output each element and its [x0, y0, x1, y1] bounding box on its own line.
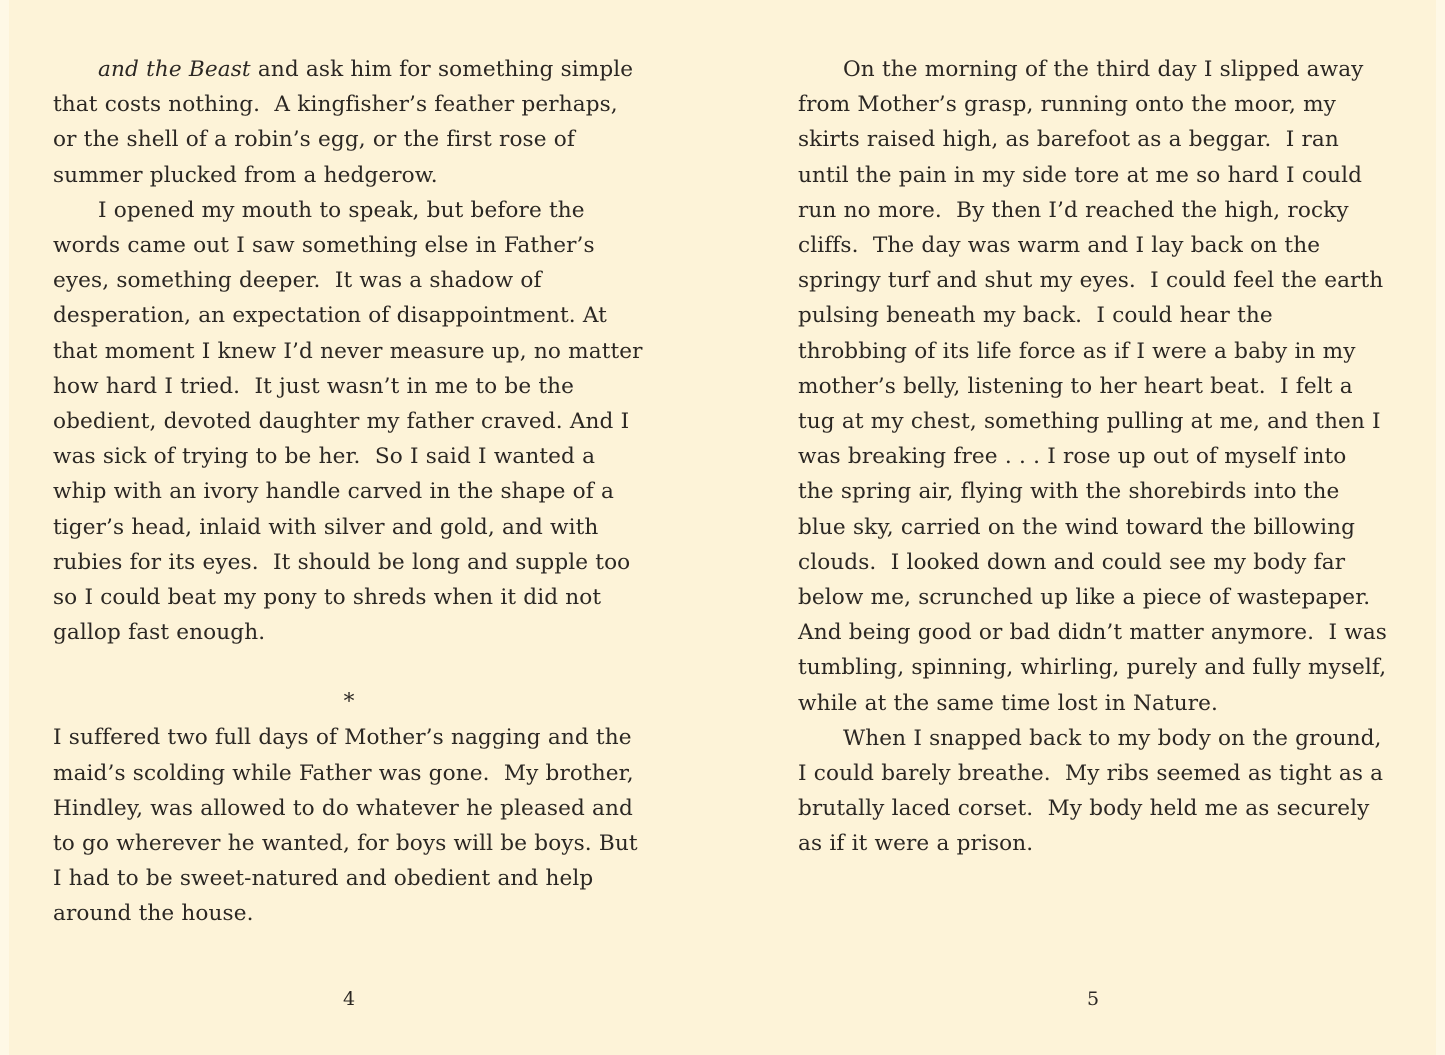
paragraph: On the morning of the third day I slipped away from Mother’s grasp, running onto the moor, my skirts raised high, as barefoot as a beggar. I ran until the pain in my side tore at me so hard I could run no more. By then I’d reached the high, rocky cliffs. The day was warm and I lay back on the springy turf and shut my eyes. I could feel the earth pulsing beneath my back. I could hear the throbbing of its life force as if I were a baby in my mother’s belly, listening to her heart beat. I felt a tug at my chest, something pulling at me, and then I was breaking free . . . I rose up out of myself into the spring air, flying with the shorebirds into the blue sky, carried on the wind toward the billowing clouds. I looked down and could see my body far below me, scrunched up like a piece of wastepaper. And being good or bad didn’t matter anymore. I was tumbling, spinning, whirling, purely and fully myself, while at the same time lost in Nature.: [798, 57, 1395, 716]
page-left: [0, 0, 722, 1055]
text-block-right: [798, 52, 1395, 862]
italic-title-fragment: and the Beast: [98, 57, 251, 82]
page-number-left: 4: [342, 988, 356, 1010]
page-right: [722, 0, 1445, 1055]
section-break-asterisk: *: [343, 689, 355, 715]
paragraph: I opened my mouth to speak, but before the words came out I saw something else in Father’s eyes, something deeper. It was a shadow of desperation, an expectation of disappointment. At that moment I knew I’d never measure up, no matter how hard I tried. It just wasn’t in me to be the obedient, devoted daughter my father craved. And I was sick of trying to be her. So I said I wanted a whip with an ivory handle carved in the shape of a tiger’s head, inlaid with silver and gold, and with rubies for its eyes. It should be long and supple too so I could beat my pony to shreds when it did not gallop fast enough.: [53, 197, 650, 646]
paragraph-text: and ask him for something simple that costs nothing. A kingfisher’s feather perhaps, or the shell of a robin’s egg, or the first rose of summer plucked from a hedgerow.: [53, 57, 641, 188]
paragraph-continuation: [53, 52, 645, 193]
paragraph: When I snapped back to my body on the ground, I could barely breathe. My ribs seemed as tight as a brutally laced corset. My body held me as securely as if it were a prison.: [798, 725, 1391, 857]
text-block-left: [53, 52, 650, 932]
page-number-right: 5: [1086, 988, 1100, 1010]
paragraph: I suffered two full days of Mother’s nagging and the maid’s scolding while Father was gone. My brother, Hindley, was allowed to do whatever he pleased and to go wherever he wanted, for boys will be boys. But I had to be sweet-natured and obedient and help around the house.: [53, 725, 645, 927]
